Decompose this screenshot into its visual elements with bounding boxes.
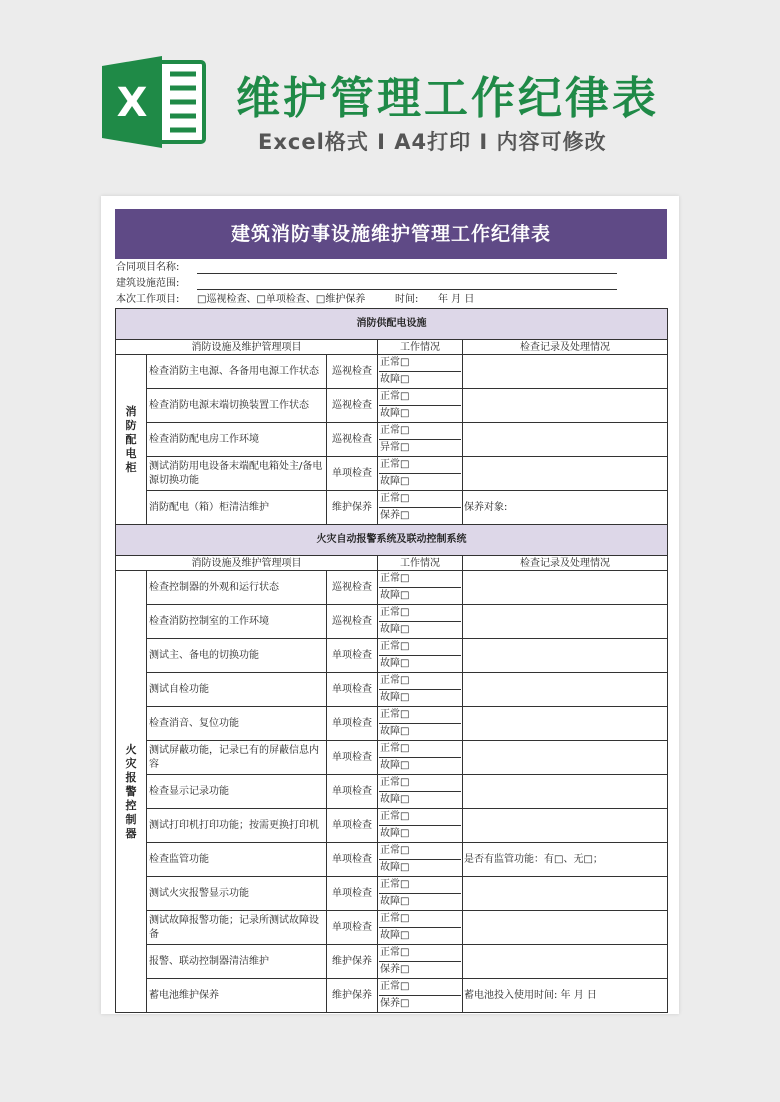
status-option-fault[interactable]: 故障□ <box>380 726 410 737</box>
document-title: 建筑消防事设施维护管理工作纪律表 <box>115 209 667 259</box>
check-type-cell: 巡视检查 <box>327 355 378 389</box>
status-cell <box>378 491 463 525</box>
table-header-row <box>116 340 668 355</box>
time-value[interactable]: 年 月 日 <box>438 294 475 305</box>
record-cell[interactable] <box>463 571 668 605</box>
status-cell <box>378 639 463 673</box>
table-row <box>116 491 668 525</box>
record-cell[interactable] <box>463 605 668 639</box>
item-cell: 检查控制器的外观和运行状态 <box>147 571 327 605</box>
status-cell <box>378 877 463 911</box>
status-option-fault[interactable]: 故障□ <box>380 624 410 635</box>
status-option-fault[interactable]: 故障□ <box>380 862 410 873</box>
status-cell <box>378 911 463 945</box>
section-heading: 消防供配电设施 <box>116 309 668 340</box>
facility-scope-label: 建筑设施范围: <box>116 278 180 289</box>
record-cell[interactable] <box>463 423 668 457</box>
record-cell[interactable] <box>463 945 668 979</box>
facility-scope-line[interactable] <box>197 289 617 290</box>
status-cell <box>378 571 463 605</box>
status-cell <box>378 389 463 423</box>
status-option-normal[interactable]: 正常□ <box>379 605 461 622</box>
table-row <box>116 741 668 775</box>
record-cell[interactable]: 是否有监管功能：有□、无□； <box>463 843 668 877</box>
status-cell <box>378 605 463 639</box>
header-item: 消防设施及维护管理项目 <box>116 340 378 355</box>
status-option-normal[interactable]: 正常□ <box>379 877 461 894</box>
item-cell: 检查监管功能 <box>147 843 327 877</box>
status-option-fault[interactable]: 保养□ <box>380 998 410 1009</box>
excel-logo-icon <box>100 54 208 150</box>
status-option-normal[interactable]: 正常□ <box>379 979 461 996</box>
record-cell[interactable] <box>463 775 668 809</box>
check-type-cell: 巡视检查 <box>327 605 378 639</box>
table-row <box>116 457 668 491</box>
status-option-fault[interactable]: 故障□ <box>380 760 410 771</box>
status-option-fault[interactable]: 保养□ <box>380 510 410 521</box>
maintenance-table <box>115 308 668 1013</box>
status-option-normal[interactable]: 正常□ <box>379 355 461 372</box>
status-option-fault[interactable]: 故障□ <box>380 476 410 487</box>
facility-scope-field <box>115 277 667 292</box>
status-option-normal[interactable]: 正常□ <box>379 423 461 440</box>
item-cell: 检查消音、复位功能 <box>147 707 327 741</box>
status-option-normal[interactable]: 正常□ <box>379 775 461 792</box>
table-row <box>116 389 668 423</box>
status-option-fault[interactable]: 故障□ <box>380 794 410 805</box>
status-cell <box>378 741 463 775</box>
status-option-fault[interactable]: 故障□ <box>380 408 410 419</box>
status-cell <box>378 979 463 1013</box>
record-cell[interactable] <box>463 707 668 741</box>
table-row <box>116 571 668 605</box>
check-type-cell: 维护保养 <box>327 979 378 1013</box>
item-cell: 检查消防主电源、各备用电源工作状态 <box>147 355 327 389</box>
status-option-fault[interactable]: 异常□ <box>380 442 410 453</box>
check-type-cell: 单项检查 <box>327 741 378 775</box>
table-row <box>116 707 668 741</box>
check-type-cell: 单项检查 <box>327 457 378 491</box>
status-option-normal[interactable]: 正常□ <box>379 457 461 474</box>
status-cell <box>378 423 463 457</box>
status-cell <box>378 673 463 707</box>
banner-title: 维护管理工作纪律表 <box>236 73 659 124</box>
status-option-normal[interactable]: 正常□ <box>379 673 461 690</box>
check-type-cell: 单项检查 <box>327 707 378 741</box>
check-type-cell: 单项检查 <box>327 775 378 809</box>
record-cell[interactable] <box>463 809 668 843</box>
check-type-cell: 巡视检查 <box>327 571 378 605</box>
table-row <box>116 423 668 457</box>
table-row <box>116 673 668 707</box>
status-cell <box>378 945 463 979</box>
check-type-cell: 单项检查 <box>327 673 378 707</box>
record-cell[interactable] <box>463 741 668 775</box>
record-cell[interactable] <box>463 673 668 707</box>
item-cell: 消防配电（箱）柜清洁维护 <box>147 491 327 525</box>
header-status: 工作情况 <box>378 340 463 355</box>
status-option-fault[interactable]: 故障□ <box>380 692 410 703</box>
status-cell <box>378 355 463 389</box>
item-cell: 报警、联动控制器清洁维护 <box>147 945 327 979</box>
status-option-fault[interactable]: 故障□ <box>380 590 410 601</box>
status-cell <box>378 843 463 877</box>
item-cell: 蓄电池维护保养 <box>147 979 327 1013</box>
record-cell[interactable] <box>463 457 668 491</box>
table-row <box>116 809 668 843</box>
table-row <box>116 877 668 911</box>
item-cell: 测试打印机打印功能；按需更换打印机 <box>147 809 327 843</box>
document-sheet <box>101 196 679 1014</box>
time-label: 时间: <box>395 294 419 305</box>
item-cell: 检查消防电源末端切换装置工作状态 <box>147 389 327 423</box>
record-cell[interactable] <box>463 877 668 911</box>
contract-name-line[interactable] <box>197 273 617 274</box>
item-cell: 检查显示记录功能 <box>147 775 327 809</box>
table-row <box>116 355 668 389</box>
item-cell: 检查消防控制室的工作环境 <box>147 605 327 639</box>
contract-name-label: 合同项目名称: <box>116 262 180 273</box>
section-heading-row <box>116 309 668 340</box>
header-record: 检查记录及处理情况 <box>463 340 668 355</box>
table-header-row <box>116 556 668 571</box>
table-row <box>116 843 668 877</box>
status-option-normal[interactable]: 正常□ <box>379 809 461 826</box>
record-cell[interactable] <box>463 389 668 423</box>
check-type-cell: 维护保养 <box>327 491 378 525</box>
header-status: 工作情况 <box>378 556 463 571</box>
status-cell <box>378 775 463 809</box>
status-option-normal[interactable]: 正常□ <box>379 491 461 508</box>
item-cell: 测试消防用电设备末端配电箱处主/备电源切换功能 <box>147 457 327 491</box>
logo-letter: X <box>116 80 148 126</box>
status-option-fault[interactable]: 故障□ <box>380 374 410 385</box>
item-cell: 检查消防配电房工作环境 <box>147 423 327 457</box>
section-heading: 火灾自动报警系统及联动控制系统 <box>116 525 668 556</box>
check-type-cell: 巡视检查 <box>327 423 378 457</box>
table-row <box>116 945 668 979</box>
status-option-normal[interactable]: 正常□ <box>379 911 461 928</box>
record-cell[interactable]: 蓄电池投入使用时间: 年 月 日 <box>463 979 668 1013</box>
status-option-fault[interactable]: 故障□ <box>380 896 410 907</box>
record-cell[interactable]: 保养对象: <box>463 491 668 525</box>
check-type-cell: 单项检查 <box>327 639 378 673</box>
header-item: 消防设施及维护管理项目 <box>116 556 378 571</box>
status-cell <box>378 457 463 491</box>
check-type-cell: 单项检查 <box>327 809 378 843</box>
status-option-normal[interactable]: 正常□ <box>379 945 461 962</box>
header-record: 检查记录及处理情况 <box>463 556 668 571</box>
status-option-fault[interactable]: 故障□ <box>380 930 410 941</box>
category-label: 消 防 配 电 柜 <box>125 404 137 474</box>
section-heading-row <box>116 525 668 556</box>
check-type-cell: 单项检查 <box>327 843 378 877</box>
item-cell: 测试屏蔽功能，记录已有的屏蔽信息内容 <box>147 741 327 775</box>
status-option-fault[interactable]: 故障□ <box>380 828 410 839</box>
table-row <box>116 979 668 1013</box>
status-option-normal[interactable]: 正常□ <box>379 389 461 406</box>
table-row <box>116 605 668 639</box>
record-cell[interactable] <box>463 911 668 945</box>
category-cell <box>116 355 147 525</box>
check-type-cell: 巡视检查 <box>327 389 378 423</box>
work-items-label: 本次工作项目: <box>116 294 180 305</box>
record-cell[interactable] <box>463 355 668 389</box>
status-option-normal[interactable]: 正常□ <box>379 571 461 588</box>
status-option-normal[interactable]: 正常□ <box>379 707 461 724</box>
banner-subtitle: Excel格式 I A4打印 I 内容可修改 <box>258 130 607 154</box>
item-cell: 测试火灾报警显示功能 <box>147 877 327 911</box>
item-cell: 测试自检功能 <box>147 673 327 707</box>
item-cell: 测试故障报警功能；记录所测试故障设备 <box>147 911 327 945</box>
category-label: 火 灾 报 警 控 制 器 <box>125 742 137 840</box>
check-type-cell: 单项检查 <box>327 911 378 945</box>
table-row <box>116 911 668 945</box>
status-option-fault[interactable]: 故障□ <box>380 658 410 669</box>
status-option-normal[interactable]: 正常□ <box>379 741 461 758</box>
item-cell: 测试主、备电的切换功能 <box>147 639 327 673</box>
status-cell <box>378 707 463 741</box>
contract-name-field <box>115 261 667 276</box>
check-type-cell: 单项检查 <box>327 877 378 911</box>
status-option-normal[interactable]: 正常□ <box>379 639 461 656</box>
work-items-options[interactable]: □巡视检查、□单项检查、□维护保养 <box>197 294 366 305</box>
status-option-normal[interactable]: 正常□ <box>379 843 461 860</box>
status-cell <box>378 809 463 843</box>
status-option-fault[interactable]: 保养□ <box>380 964 410 975</box>
record-cell[interactable] <box>463 639 668 673</box>
table-row <box>116 639 668 673</box>
table-row <box>116 775 668 809</box>
work-items-field <box>115 293 667 308</box>
check-type-cell: 维护保养 <box>327 945 378 979</box>
category-cell <box>116 571 147 1013</box>
